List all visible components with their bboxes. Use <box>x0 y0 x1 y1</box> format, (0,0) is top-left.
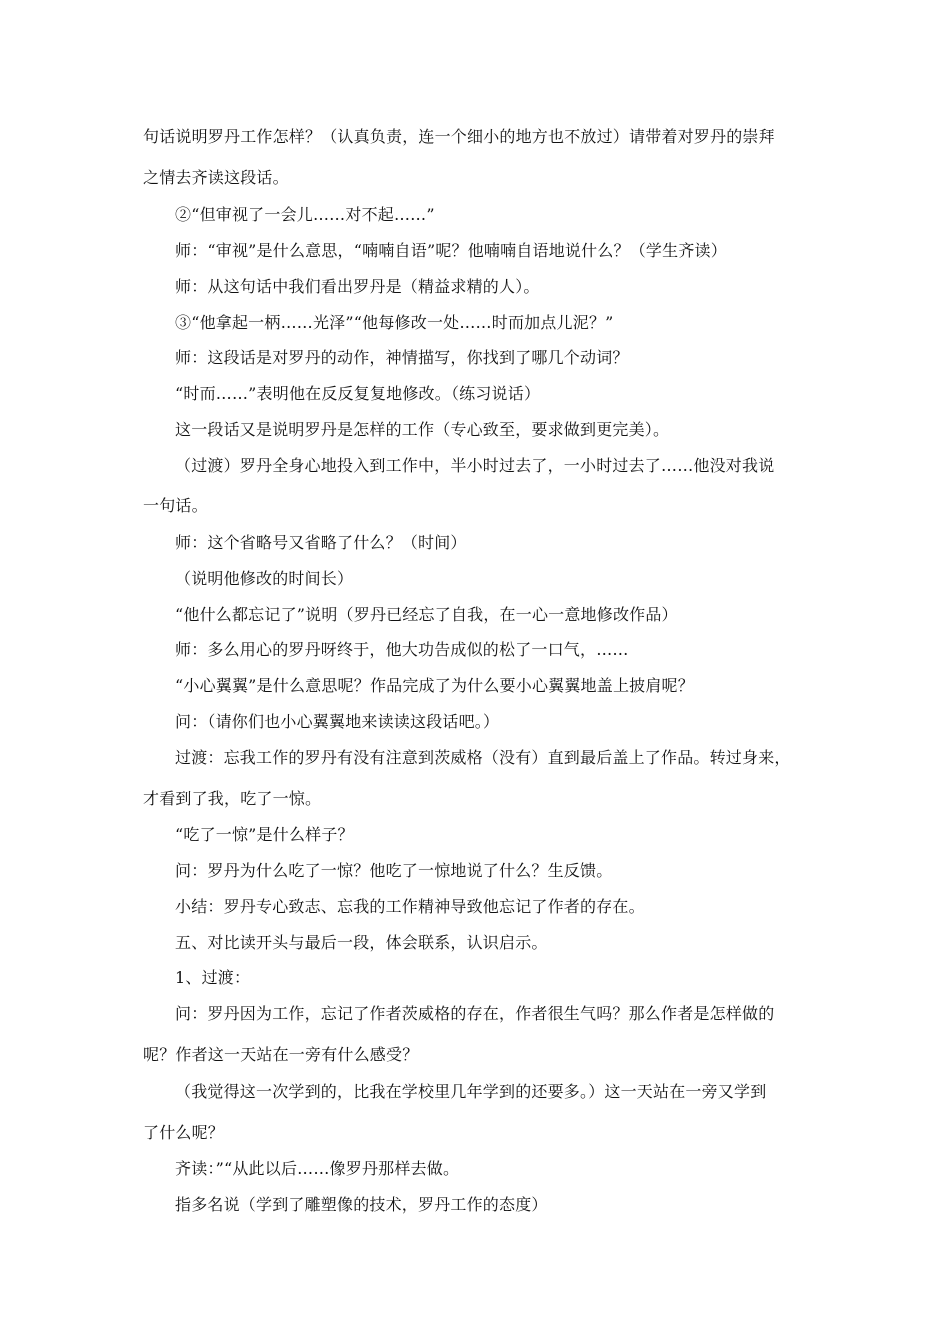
text-line: 了什么呢？ <box>143 1123 225 1142</box>
text-line: 师：这段话是对罗丹的动作，神情描写，你找到了哪几个动词？ <box>175 348 629 367</box>
text-line: 齐读：”“从此以后……像罗丹那样去做。 <box>175 1159 460 1178</box>
text-line: 问：罗丹为什么吃了一惊？他吃了一惊地说了什么？生反馈。 <box>175 861 613 880</box>
text-line: 一句话。 <box>143 496 208 515</box>
text-line: 过渡：忘我工作的罗丹有没有注意到茨威格（没有）直到最后盖上了作品。转过身来， <box>175 748 791 767</box>
text-line: 师：从这句话中我们看出罗丹是（精益求精的人）。 <box>175 277 540 296</box>
text-line: 句话说明罗丹工作怎样？（认真负责，连一个细小的地方也不放过）请带着对罗丹的崇拜 <box>143 127 775 146</box>
text-line: “他什么都忘记了”说明（罗丹已经忘了自我，在一心一意地修改作品） <box>175 605 678 624</box>
text-line: 师：这个省略号又省略了什么？（时间） <box>175 533 467 552</box>
text-line: 五、对比读开头与最后一段，体会联系，认识启示。 <box>175 933 548 952</box>
text-line: （过渡）罗丹全身心地投入到工作中，半小时过去了，一小时过去了……他没对我说 <box>175 456 775 475</box>
text-line: 之情去齐读这段话。 <box>143 168 289 187</box>
text-line: 才看到了我，吃了一惊。 <box>143 789 322 808</box>
text-line: “小心翼翼”是什么意思呢？作品完成了为什么要小心翼翼地盖上披肩呢？ <box>175 676 694 695</box>
text-line: 师：多么用心的罗丹呀终于，他大功告成似的松了一口气，…… <box>175 640 629 659</box>
text-line: 小结：罗丹专心致志、忘我的工作精神导致他忘记了作者的存在。 <box>175 897 645 916</box>
text-line: 问：罗丹因为工作，忘记了作者茨威格的存在，作者很生气吗？那么作者是怎样做的 <box>175 1004 775 1023</box>
text-line: 师：“审视”是什么意思，“喃喃自语”呢？他喃喃自语地说什么？（学生齐读） <box>175 241 727 260</box>
text-line: 问：（请你们也小心翼翼地来读读这段话吧。） <box>175 712 500 731</box>
text-line: ②“但审视了一会儿……对不起……” <box>175 205 435 224</box>
text-line: “时而……”表明他在反反复复地修改。（练习说话） <box>175 384 541 403</box>
text-line: 1、过渡： <box>175 968 251 987</box>
text-line: 指多名说（学到了雕塑像的技术，罗丹工作的态度） <box>175 1195 548 1214</box>
text-line: （我觉得这一次学到的，比我在学校里几年学到的还要多。）这一天站在一旁又学到 <box>175 1082 767 1101</box>
text-line: 呢？作者这一天站在一旁有什么感受？ <box>143 1045 419 1064</box>
text-line: （说明他修改的时间长） <box>175 569 354 588</box>
text-line: 这一段话又是说明罗丹是怎样的工作（专心致至，要求做到更完美）。 <box>175 420 670 439</box>
text-line: ③“他拿起一柄……光泽”“他每修改一处……时而加点儿泥？” <box>175 313 614 332</box>
text-line: “吃了一惊”是什么样子？ <box>175 825 354 844</box>
